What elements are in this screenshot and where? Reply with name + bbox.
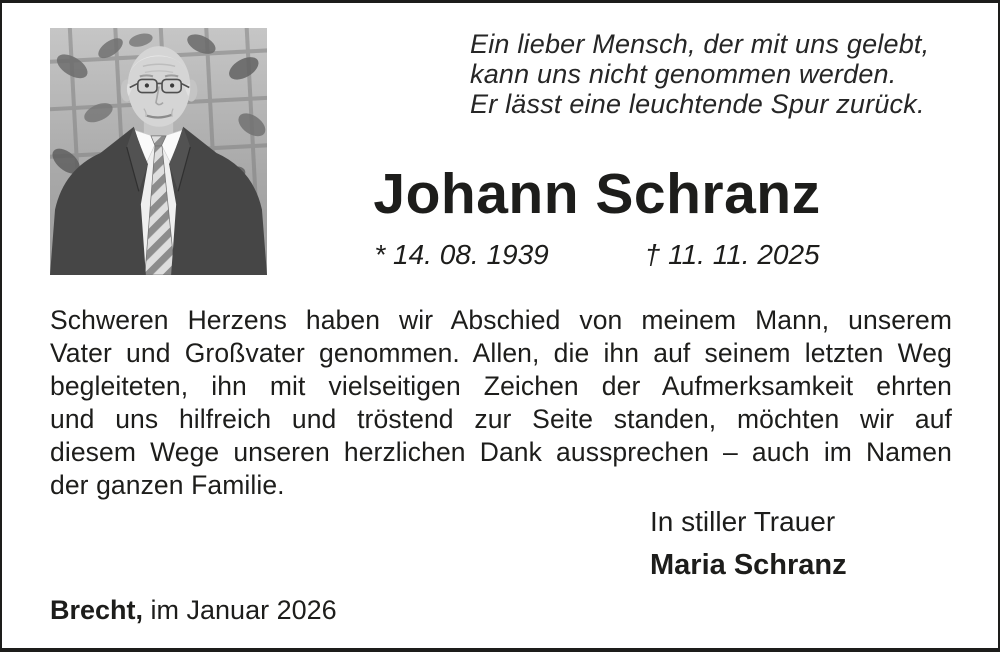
body-line: Vater und Großvater genommen. Allen, die ihn auf seinem letzten Weg [50, 338, 952, 368]
death-date: † 11. 11. 2025 [644, 239, 820, 270]
portrait-photo-image [50, 28, 267, 275]
place-name: Brecht, [50, 595, 144, 625]
deceased-name: Johann Schranz [373, 162, 821, 226]
place-date-line [50, 595, 337, 626]
epitaph-quote [470, 29, 930, 119]
date-text: im Januar 2026 [143, 595, 337, 625]
mourning-block [650, 506, 847, 581]
body-line: begleiteten, ihn mit vielseitigen Zeichen der Aufmerksamkeit ehrten [50, 371, 952, 401]
epitaph-quote-line: Er lässt eine leuchtende Spur zurück. [470, 89, 925, 119]
body-line: diesem Wege unseren herzlichen Dank aussprechen – auch im Namen [50, 437, 952, 467]
epitaph-quote-line: Ein lieber Mensch, der mit uns gelebt, [470, 29, 930, 59]
body-line: und uns hilfreich und tröstend zur Seite standen, möchten wir auf [50, 404, 952, 434]
epitaph-quote-line: kann uns nicht genommen werden. [470, 59, 897, 89]
life-dates [307, 239, 887, 271]
body-line: Schweren Herzens haben wir Abschied von meinem Mann, unserem [50, 305, 952, 335]
mourner-name: Maria Schranz [650, 549, 847, 581]
obituary-body [50, 304, 952, 502]
portrait-photo [50, 28, 267, 275]
mourning-intro: In stiller Trauer [650, 506, 836, 537]
body-line: der ganzen Familie. [50, 470, 285, 500]
birth-date: * 14. 08. 1939 [374, 239, 549, 270]
